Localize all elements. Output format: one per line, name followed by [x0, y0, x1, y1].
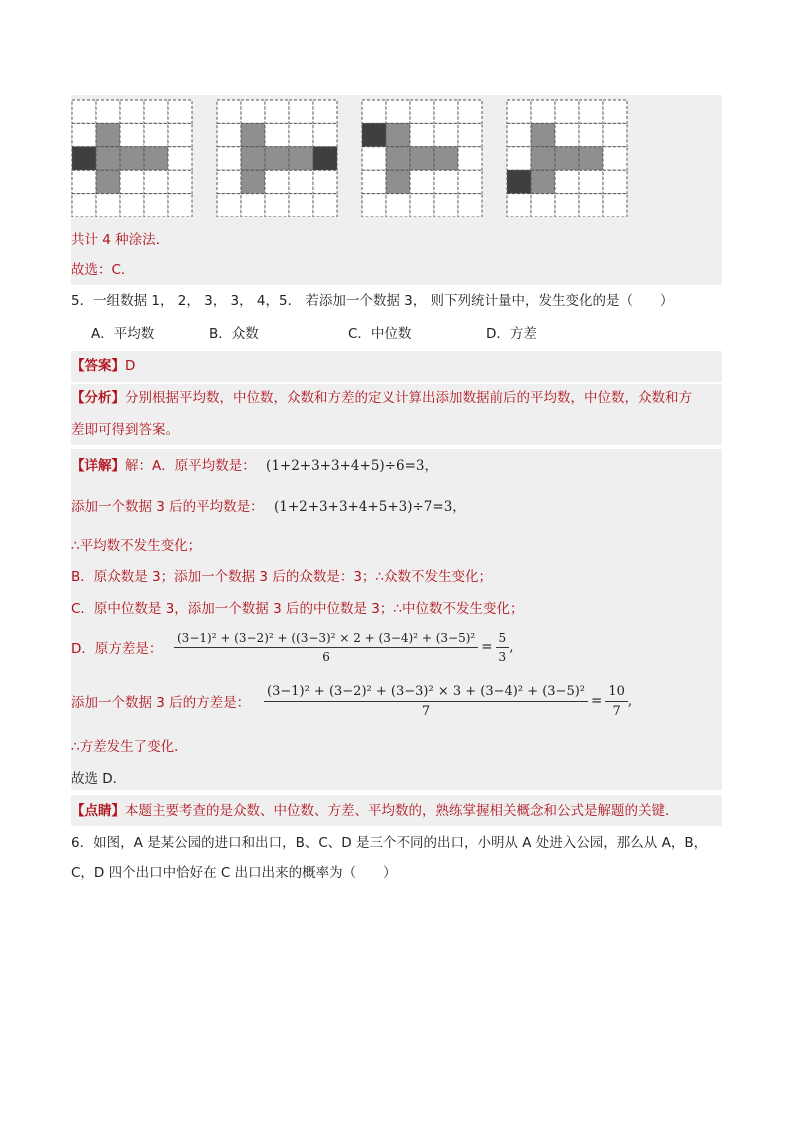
grid-cell: [507, 100, 531, 123]
detail-a-expr: (1+2+3+3+4+5)÷6=3，: [266, 458, 438, 474]
grid-cell: [241, 194, 265, 217]
grid-cell: [168, 100, 192, 123]
grid-cell: [362, 100, 386, 123]
shaded-cell: [289, 147, 313, 170]
grid-cell: [603, 147, 627, 170]
grid-cell: [289, 100, 313, 123]
grid-cell: [265, 123, 289, 146]
shaded-cell: [555, 147, 579, 170]
grid-cell: [362, 194, 386, 217]
grid-cell: [217, 147, 241, 170]
variance-2-result-num: 10: [605, 684, 628, 702]
variance-line-2: 添加一个数据 3 后的方差是： $\frac{\text{(3−1)² + (3−2)² + (3−3)² × 3 + (3−4)² + (3−5)²}}{7}$ = $\frac{10}{7}$ ,: [71, 683, 633, 719]
answer-line: [71, 357, 135, 375]
grid-cell: [72, 100, 96, 123]
grid-cell: [555, 170, 579, 193]
grid-cell: [120, 100, 144, 123]
detail-a-label: 解：A．原平均数是：: [125, 458, 256, 474]
analysis-line-1: [71, 389, 692, 407]
detail-tag: 【详解】: [71, 458, 125, 474]
grid-cell: [507, 147, 531, 170]
grid-cell: [313, 100, 337, 123]
dark-cell: [507, 170, 531, 193]
analysis-line-2: 差即可得到答案。: [71, 422, 179, 438]
grid-cell: [265, 100, 289, 123]
grid-figure-3: [361, 99, 483, 217]
shaded-cell: [96, 123, 120, 146]
grid-cell: [217, 194, 241, 217]
grid-cell: [603, 170, 627, 193]
shaded-cell: [96, 170, 120, 193]
grid-cell: [289, 194, 313, 217]
q6-line-2: C，D 四个出口中恰好在 C 出口出来的概率为（ ）: [71, 865, 397, 881]
grid-cell: [579, 123, 603, 146]
grid-cell: [144, 194, 168, 217]
grid-cell: [72, 123, 96, 146]
grid-cell: [555, 100, 579, 123]
grid-cell: [458, 147, 482, 170]
grid-cell: [458, 170, 482, 193]
grid-cell: [217, 123, 241, 146]
grid-cell: [410, 100, 434, 123]
grid-cell: [168, 194, 192, 217]
grid-cell: [120, 170, 144, 193]
shaded-cell: [579, 147, 603, 170]
grid-cell: [410, 123, 434, 146]
grid-cell: [72, 170, 96, 193]
variance-2-result-den: 7: [612, 703, 621, 719]
grid-cell: [555, 194, 579, 217]
q5-option-d: D．方差: [486, 326, 537, 342]
grid-cell: [144, 170, 168, 193]
dark-cell: [313, 147, 337, 170]
variance-2-label: 添加一个数据 3 后的方差是：: [71, 695, 251, 711]
grid-cell: [313, 194, 337, 217]
q6-line-1: 6．如图，A 是某公园的进口和出口，B、C、D 是三个不同的出口，小明从 A 处进入公园，那么从 A，B，: [71, 835, 708, 851]
grid-cell: [313, 123, 337, 146]
answer-tag: 【答案】: [71, 358, 125, 374]
grid-figure-4: [506, 99, 628, 217]
variance-changed: ∴方差发生了变化．: [71, 739, 188, 755]
variance-1-result-num: 5: [496, 631, 510, 648]
shaded-cell: [410, 147, 434, 170]
q5-stem: 5．一组数据 1， 2， 3， 3， 4，5． 若添加一个数据 3， 则下列统计量中，发生变化的是（ ）: [71, 293, 674, 309]
grid-cell: [458, 123, 482, 146]
answer-band: [71, 351, 722, 382]
shaded-cell: [434, 147, 458, 170]
variance-2-denominator: 7: [421, 703, 431, 719]
choice-d: 故选 D．: [71, 771, 127, 787]
variance-1-numerator: (3−1)² + (3−2)² + ((3−3)² × 2 + (3−4)² + (3−5)²: [174, 631, 478, 648]
shaded-cell: [241, 170, 265, 193]
line-b: B．原众数是 3；添加一个数据 3 后的众数是：3；∴众数不发生变化；: [71, 569, 492, 585]
shaded-cell: [265, 147, 289, 170]
analysis-tag: 【分析】: [71, 390, 125, 406]
grid-cell: [217, 100, 241, 123]
grid-cell: [507, 194, 531, 217]
shaded-cell: [386, 147, 410, 170]
grid-cell: [72, 194, 96, 217]
line-d-label: D．原方差是：: [71, 641, 163, 657]
grid-cell: [168, 170, 192, 193]
line-c: C．原中位数是 3，添加一个数据 3 后的中位数是 3；∴中位数不发生变化；: [71, 601, 524, 617]
grid-cell: [531, 100, 555, 123]
choice-line: 故选：C．: [71, 262, 135, 278]
point-text: 本题主要考查的是众数、中位数、方差、平均数的，熟练掌握相关概念和公式是解题的关键．: [125, 803, 679, 819]
shaded-cell: [144, 147, 168, 170]
detail-add-label: 添加一个数据 3 后的平均数是：: [71, 499, 264, 515]
grid-cell: [144, 123, 168, 146]
variance-2-fraction: [264, 684, 588, 719]
grid-cell: [434, 170, 458, 193]
grid-figure-1: [71, 99, 193, 217]
variance-2-result: [605, 684, 628, 719]
answer-value: D: [125, 358, 136, 374]
detail-add-line: [71, 498, 466, 516]
grid-cell: [603, 194, 627, 217]
grid-cell: [144, 100, 168, 123]
point-tag: 【点睛】: [71, 803, 125, 819]
grid-cell: [120, 194, 144, 217]
detail-line-a: [71, 457, 438, 475]
point-line: [71, 802, 679, 820]
grid-cell: [603, 100, 627, 123]
variance-1-result: [496, 631, 510, 664]
grid-cell: [289, 123, 313, 146]
variance-1-result-den: 3: [498, 649, 507, 664]
count-line: 共计 4 种涂法．: [71, 232, 170, 248]
grid-cell: [265, 194, 289, 217]
grid-cell: [579, 194, 603, 217]
dark-cell: [362, 123, 386, 146]
grid-cell: [434, 194, 458, 217]
shaded-cell: [531, 147, 555, 170]
grid-cell: [458, 194, 482, 217]
dark-cell: [72, 147, 96, 170]
grid-cell: [386, 100, 410, 123]
variance-1-fraction: [174, 631, 478, 664]
grid-cell: [603, 123, 627, 146]
shaded-cell: [386, 123, 410, 146]
grid-cell: [241, 100, 265, 123]
grid-cell: [386, 194, 410, 217]
grid-cell: [168, 147, 192, 170]
q5-option-c: C．中位数: [348, 326, 412, 342]
variance-line-1: D．原方差是： $\frac{\text{(3−1)² + (3−2)² + ((3−3)² × 2 + (3−4)² + (3−5)²}}{6}$ = $\frac{5}{3}$ ,: [71, 630, 514, 664]
shaded-cell: [120, 147, 144, 170]
shaded-cell: [531, 123, 555, 146]
shaded-cell: [531, 170, 555, 193]
grid-cell: [434, 100, 458, 123]
grid-cell: [362, 170, 386, 193]
grid-cell: [579, 100, 603, 123]
grid-cell: [410, 194, 434, 217]
grid-cell: [313, 170, 337, 193]
variance-2-numerator: (3−1)² + (3−2)² + (3−3)² × 3 + (3−4)² + (3−5)²: [264, 684, 588, 702]
detail-add-expr: (1+2+3+3+4+5+3)÷7=3，: [273, 499, 466, 515]
grid-cell: [362, 147, 386, 170]
analysis-text-1: 分别根据平均数，中位数，众数和方差的定义计算出添加数据前后的平均数，中位数，众数和方: [125, 390, 692, 406]
grid-figure-2: [216, 99, 338, 217]
grid-cell: [217, 170, 241, 193]
shaded-cell: [241, 123, 265, 146]
q5-option-b: B．众数: [209, 326, 259, 342]
grid-cell: [265, 170, 289, 193]
grid-cell: [507, 123, 531, 146]
variance-1-denominator: 6: [322, 649, 330, 664]
shaded-cell: [241, 147, 265, 170]
shaded-cell: [386, 170, 410, 193]
grid-cell: [434, 123, 458, 146]
mean-no-change: ∴平均数不发生变化；: [71, 538, 202, 554]
shaded-cell: [96, 147, 120, 170]
grid-cell: [96, 194, 120, 217]
grid-cell: [555, 123, 579, 146]
grid-cell: [289, 170, 313, 193]
grid-cell: [410, 170, 434, 193]
q5-option-a: A．平均数: [91, 326, 155, 342]
grid-cell: [120, 123, 144, 146]
grid-cell: [531, 194, 555, 217]
grid-cell: [458, 100, 482, 123]
grid-cell: [168, 123, 192, 146]
grid-cell: [96, 100, 120, 123]
grid-cell: [579, 170, 603, 193]
